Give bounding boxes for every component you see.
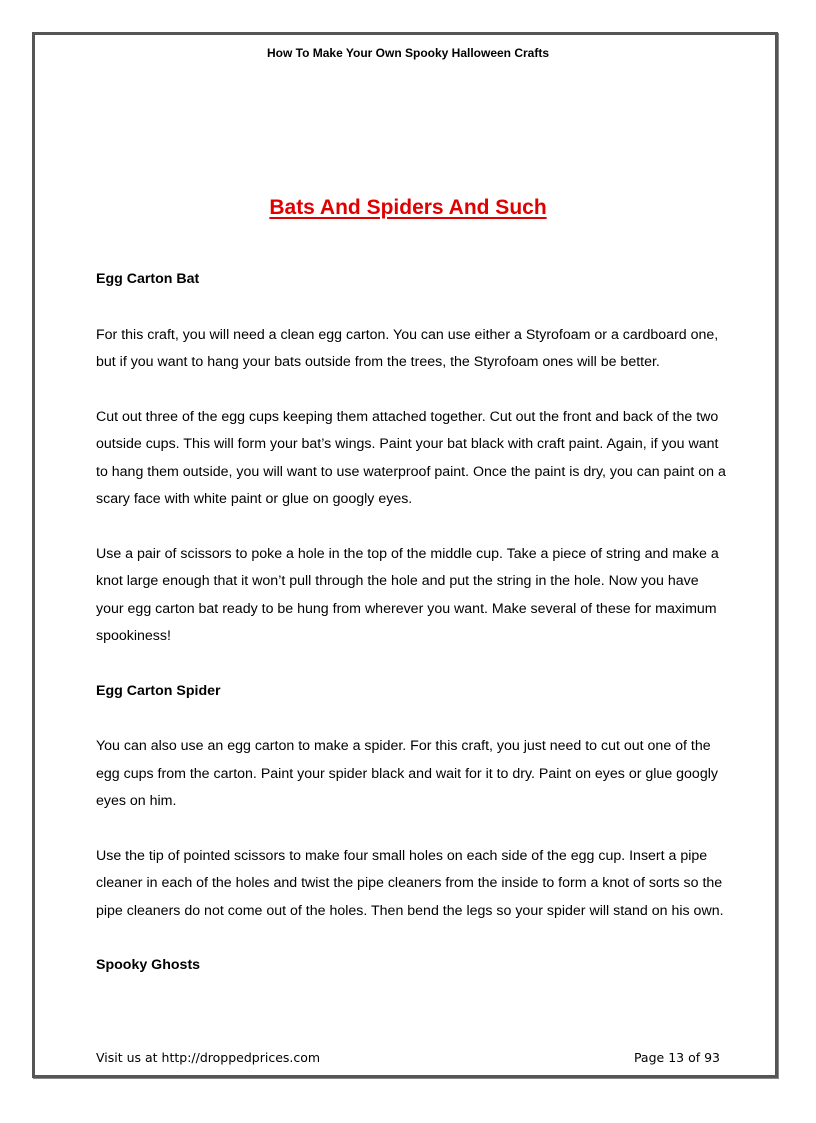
section-heading: Egg Carton Bat bbox=[96, 271, 200, 287]
footer-page-number: Page 13 of 93 bbox=[633, 1050, 720, 1065]
paragraph: For this craft, you will need a clean egg carton. You can use either a Styrofoam or a cardboard one, but if you want to hang your bats outside from the trees, the Styrofoam ones will be better. bbox=[96, 326, 719, 370]
section-egg-carton-spider bbox=[96, 678, 728, 926]
document-body bbox=[96, 266, 728, 1008]
paragraph: You can also use an egg carton to make a spider. For this craft, you just need to cut out one of the egg cups from the carton. Paint your spider black and wait for it to dry. Paint on eyes or glue googly eyes on him. bbox=[96, 738, 718, 809]
section-heading: Egg Carton Spider bbox=[96, 682, 221, 699]
paragraph: Cut out three of the egg cups keeping them attached together. Cut out the front and back of the two outside cups. This will form your bat’s wings. Paint your bat black with craft paint. Again, if you want to hang them outside, you will want to use waterproof paint. Once the paint is dry, you can paint on a scary face with white paint or glue on googly eyes. bbox=[96, 408, 726, 507]
paragraph: Use a pair of scissors to poke a hole in the top of the middle cup. Take a piece of string and make a knot large enough that it won’t pull through the hole and put the string in the hole. Now you have your egg carton bat ready to be hung from wherever you want. Make several of these for maximum spookiness! bbox=[96, 545, 719, 644]
page-footer bbox=[96, 1050, 720, 1065]
paragraph: Use the tip of pointed scissors to make four small holes on each side of the egg cup. Insert a pipe cleaner in each of the holes and twist the pipe cleaners from the inside to form a knot of sorts so the pipe cleaners do not come out of the holes. Then bend the legs so your spider will stand on his own. bbox=[96, 847, 724, 919]
chapter-title: Bats And Spiders And Such bbox=[269, 196, 547, 219]
footer-website-text: Visit us at http://droppedprices.com bbox=[96, 1050, 321, 1065]
section-heading: Spooky Ghosts bbox=[96, 957, 201, 973]
running-header: How To Make Your Own Spooky Halloween Crafts bbox=[266, 46, 550, 60]
section-spooky-ghosts bbox=[96, 952, 728, 980]
section-egg-carton-bat bbox=[96, 266, 728, 651]
